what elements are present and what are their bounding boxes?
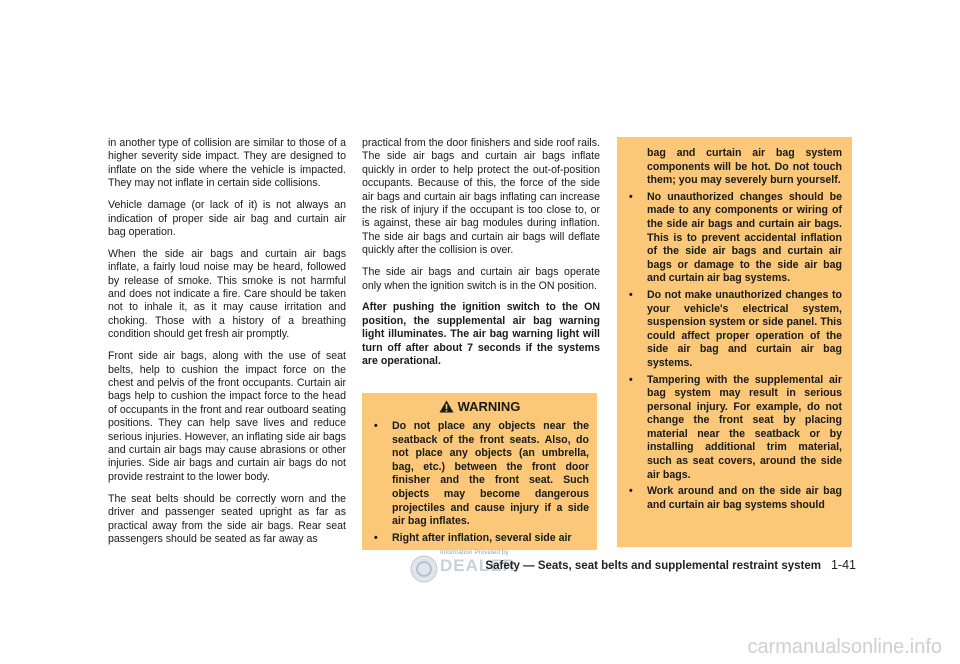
warning-item (625, 485, 842, 512)
left-column (108, 137, 346, 555)
middle-column (362, 137, 600, 377)
warning-item-text: Work around and on the side air bag and curtain air bag systems should (647, 485, 842, 511)
page-number: 1-41 (830, 558, 856, 572)
paragraph: Vehicle damage (or lack of it) is not always an indication of proper side air bag and curtain air bag operation. (108, 199, 346, 238)
warning-item-text: Tampering with the supplemental air bag system may result in serious personal injury. For example, do not change the front seat by placing material near the seatback or by installing additional trim material, such as seat covers, around the side air bags. (647, 373, 842, 481)
warning-item (625, 289, 842, 371)
bullet: • (629, 190, 633, 203)
warning-heading (370, 399, 589, 414)
paragraph: in another type of collision are similar to those of a higher severity side impact. They are designed to inflate on the side where the vehicle is impacted. They may not inflate in certain side collisions. (108, 137, 346, 190)
warning-triangle-icon (439, 400, 454, 413)
warning-item-text: Do not make unauthorized changes to your vehicle's electrical system, suspension system or side panel. This could affect proper operation of the side air bag and curtain air bag systems. (647, 288, 842, 369)
warning-title: WARNING (457, 399, 521, 414)
dealer-logo-icon (410, 555, 438, 583)
watermark: carmanualsonline.info (747, 636, 942, 658)
bullet: • (374, 531, 378, 544)
paragraph: The side air bags and curtain air bags operate only when the ignition switch is in the ON position. (362, 266, 600, 292)
paragraph: Front side air bags, along with the use of seat belts, help to cushion the impact force on the chest and pelvis of the front occupants. Curtain air bags help to cushion the impact force to the head of occupants in the front and rear outboard seating positions. They can help save lives and reduce serious injuries. However, an inflating side air bags and curtain air bags may cause abrasions or other injuries. Side air bags and curtain air bags do not provide restraint to the lower body. (108, 350, 346, 483)
bullet: • (629, 373, 633, 386)
dealer-logo-text: DEALER (440, 556, 516, 575)
warning-item (370, 532, 589, 546)
paragraph-bold: After pushing the ignition switch to the ON position, the supplemental air bag warning light illuminates. The air bag warning light will turn off after about 7 seconds if the systems are operational. (362, 301, 600, 368)
paragraph: practical from the door finishers and side roof rails. The side air bags and curtain air bags inflate quickly in order to help protect the out-of-position occupants. Because of this, the force of the side air bags and curtain air bags inflating can increase the risk of injury if the occupant is too close to, or is against, these air bag modules during inflation. The side air bags and curtain air bags will deflate quickly after the collision is over. (362, 137, 600, 257)
section-title: Safety — Seats, seat belts and supplemental restraint system (485, 560, 821, 572)
warning-list (370, 420, 589, 545)
bullet: • (629, 485, 633, 498)
bullet: • (629, 288, 633, 301)
page-footer (485, 558, 856, 572)
paragraph: When the side air bags and curtain air bags inflate, a fairly loud noise may be heard, followed by release of smoke. This smoke is not harmful and does not indicate a fire. Care should be taken not to inhale it, as it may cause irritation and choking. Those with a history of a breathing condition should get fresh air promptly. (108, 247, 346, 341)
warning-item-text: Do not place any objects near the seatback of the front seats. Also, do not place any objects (an umbrella, bag, etc.) between the front door finisher and the front seat. Such objects may become dangerous projectiles and cause injury if a side air bag inflates. (392, 420, 589, 528)
warning-box (362, 393, 597, 550)
warning-item (370, 420, 589, 529)
warning-box-continued (617, 137, 852, 547)
warning-list (625, 147, 842, 512)
warning-item-text: No unauthorized changes should be made to any components or wiring of the side air bags and curtain air bags. This is to prevent accidental inflation of the side air bags and curtain air bags or damage to the side air bag and curtain air bag systems. (647, 190, 842, 285)
warning-item (625, 374, 842, 483)
paragraph: The seat belts should be correctly worn and the driver and passenger seated upright as far as practical away from the side air bags. Rear seat passengers should be seated as far away as (108, 492, 346, 545)
provided-by-label: Information Provided by (440, 549, 509, 556)
bullet: • (374, 420, 378, 432)
warning-item-continued: bag and curtain air bag system components will be hot. Do not touch them; you may severely burn yourself. (647, 147, 842, 187)
warning-item-text: Right after inflation, several side air (392, 531, 572, 544)
warning-item (625, 191, 842, 286)
